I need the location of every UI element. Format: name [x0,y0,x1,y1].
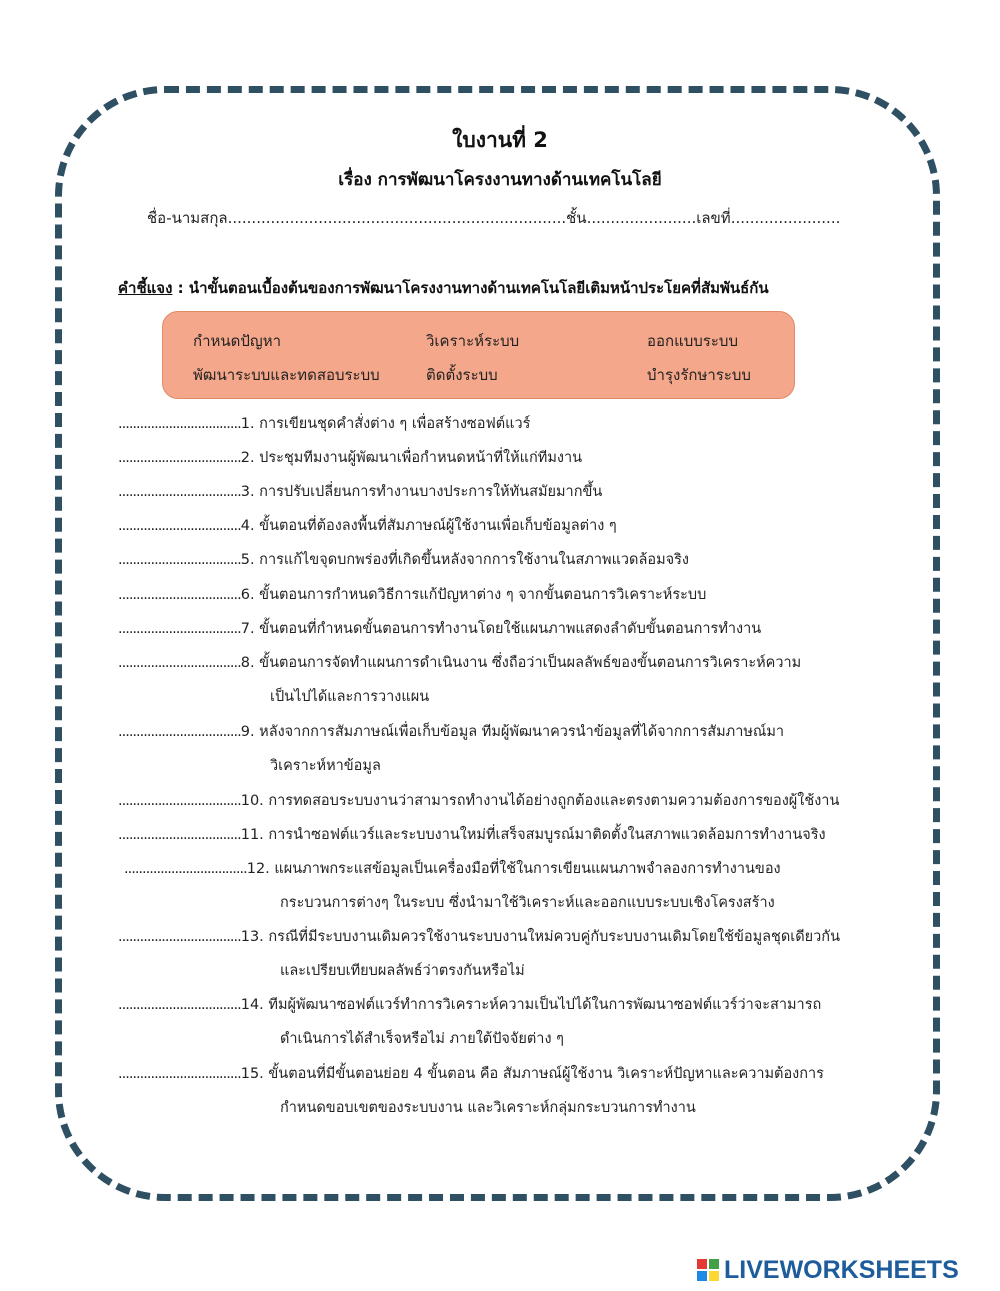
question-text: 7. ขั้นตอนที่กำหนดขั้นตอนการทำงานโดยใช้แผนภาพแสดงลำดับขั้นตอนการทำงาน [240,621,762,637]
question-text: 9. หลังจากการสัมภาษณ์เพื่อเก็บข้อมูล ทีมผู้พัฒนาควรนำข้อมูลที่ได้จากการสัมภาษณ์มา [240,724,785,740]
word-bank-item: กำหนดปัญหา [193,332,282,350]
question-item [118,651,801,674]
question-text-continued: ดำเนินการได้สำเร็จหรือไม่ ภายใต้ปัจจัยต่าง ๆ [280,1031,564,1047]
question-text: 13. กรณีที่มีระบบงานเดิมควรใช้งานระบบงานใหม่ควบคู่กับระบบงานเดิมโดยใช้ข้อมูลชุดเดียวกัน [240,929,840,945]
question-item [118,617,761,640]
word-bank-item: พัฒนาระบบและทดสอบระบบ [193,366,380,384]
liveworksheets-text: LIVEWORKSHEETS [724,1256,959,1284]
question-text: 5. การแก้ไขจุดบกพร่องที่เกิดขึ้นหลังจากการใช้งานในสภาพแวดล้อมจริง [240,552,689,568]
question-item [118,1062,824,1085]
worksheet-title: ใบงานที่ 2 [452,128,548,152]
question-text: 8. ขั้นตอนการจัดทำแผนการดำเนินงาน ซึ่งถือว่าเป็นผลลัพธ์ของขั้นตอนการวิเคราะห์ความ [240,655,802,671]
question-text-continued: กำหนดขอบเขตของระบบงาน และวิเคราะห์กลุ่มกระบวนการทำงาน [280,1100,696,1116]
instruction-label: คำชี้แจง [118,279,173,297]
answer-blank[interactable]: .................................. [118,929,241,945]
question-item [118,925,840,948]
answer-blank[interactable]: .................................. [118,587,241,603]
word-bank-item: บำรุงรักษาระบบ [647,366,751,384]
question-text: 2. ประชุมทีมงานผู้พัฒนาเพื่อกำหนดหน้าที่ให้แก่ทีมงาน [240,450,583,466]
question-text-continued: และเปรียบเทียบผลลัพธ์ว่าตรงกันหรือไม่ [280,963,525,979]
instruction [118,276,769,300]
answer-blank[interactable]: .................................. [118,518,241,534]
answer-blank[interactable]: .................................. [118,827,241,843]
question-text: 6. ขั้นตอนการกำหนดวิธีการแก้ปัญหาต่าง ๆ จากขั้นตอนการวิเคราะห์ระบบ [240,587,707,603]
worksheet-subtitle: เรื่อง การพัฒนาโครงงานทางด้านเทคโนโลยี [338,170,662,190]
answer-blank[interactable]: .................................. [118,793,241,809]
question-item [118,446,582,469]
answer-blank[interactable]: .................................. [118,621,241,637]
answer-blank[interactable]: .................................. [124,861,247,877]
liveworksheets-logo-icon [697,1259,719,1281]
word-bank-item: วิเคราะห์ระบบ [426,332,520,350]
question-text: 11. การนำซอฟต์แวร์และระบบงานใหม่ที่เสร็จสมบูรณ์มาติดตั้งในสภาพแวดล้อมการทำงานจริง [240,827,826,843]
question-item [118,720,784,743]
question-item [118,789,839,812]
name-line[interactable]: ชื่อ-นามสกุล.......................................................................ชั้น.......................เลขที่....................... [147,209,841,227]
question-text: 12. แผนภาพกระแสข้อมูลเป็นเครื่องมือที่ใช้ในการเขียนแผนภาพจำลองการทำงานของ [246,861,781,877]
question-text-continued: กระบวนการต่างๆ ในระบบ ซึ่งนำมาใช้วิเคราะห์และออกแบบระบบเชิงโครงสร้าง [280,895,775,911]
question-item [118,480,602,503]
answer-blank[interactable]: .................................. [118,724,241,740]
question-text: 15. ขั้นตอนที่มีขั้นตอนย่อย 4 ขั้นตอน คือ สัมภาษณ์ผู้ใช้งาน วิเคราะห์ปัญหาและความต้องการ [240,1066,824,1082]
answer-blank[interactable]: .................................. [118,450,241,466]
instruction-text: : นำขั้นตอนเบื้องต้นของการพัฒนาโครงงานทางด้านเทคโนโลยีเติมหน้าประโยคที่สัมพันธ์กัน [172,279,769,297]
question-item [118,583,706,606]
question-text-continued: เป็นไปได้และการวางแผน [270,689,430,705]
question-text: 3. การปรับเปลี่ยนการทำงานบางประการให้ทันสมัยมากขึ้น [240,484,603,500]
answer-blank[interactable]: .................................. [118,552,241,568]
question-item [118,548,689,571]
question-text: 1. การเขียนชุดคำสั่งต่าง ๆ เพื่อสร้างซอฟต์แวร์ [240,416,531,432]
answer-blank[interactable]: .................................. [118,997,241,1013]
question-item [118,514,617,537]
question-text: 4. ขั้นตอนที่ต้องลงพื้นที่สัมภาษณ์ผู้ใช้งานเพื่อเก็บข้อมูลต่าง ๆ [240,518,617,534]
question-text-continued: วิเคราะห์หาข้อมูล [270,758,381,774]
question-item [124,857,781,880]
word-bank [162,311,795,399]
answer-blank[interactable]: .................................. [118,655,241,671]
answer-blank[interactable]: .................................. [118,1066,241,1082]
question-item [118,412,530,435]
question-text: 10. การทดสอบระบบงานว่าสามารถทำงานได้อย่างถูกต้องและตรงตามความต้องการของผู้ใช้งาน [240,793,840,809]
question-text: 14. ทีมผู้พัฒนาซอฟต์แวร์ทำการวิเคราะห์ความเป็นไปได้ในการพัฒนาซอฟต์แวร์ว่าจะสามารถ [240,997,822,1013]
question-item [118,993,821,1016]
word-bank-item: ออกแบบระบบ [647,332,738,350]
word-bank-item: ติดตั้งระบบ [426,366,498,384]
question-item [118,823,826,846]
answer-blank[interactable]: .................................. [118,484,241,500]
answer-blank[interactable]: .................................. [118,416,241,432]
